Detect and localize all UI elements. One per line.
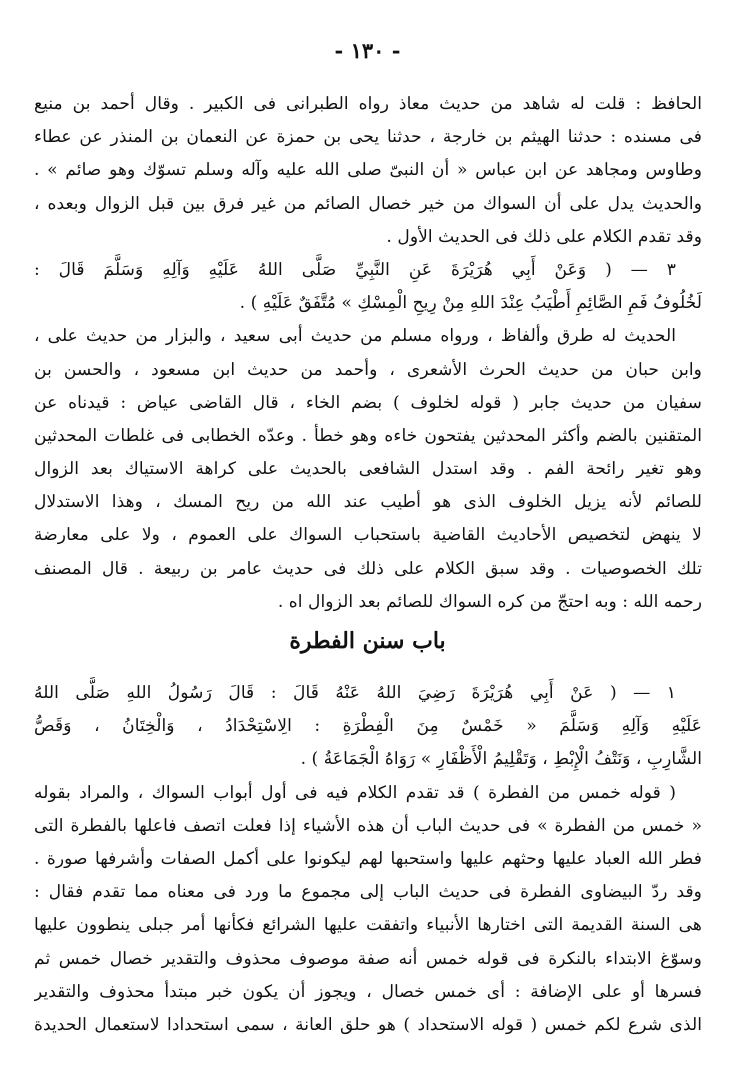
text-line: ٣ — ( وَعَنْ أَبِي هُرَيْرَةَ عَنِ النَّبِيِّ صَلَّى اللهُ عَلَيْهِ وَآلِهِ وَسَلَّمَ قَالَ : bbox=[34, 259, 676, 280]
text-line: وقد ردّ البيضاوى الفطرة فى حديث الباب إلى مجموع ما ورد فى معناه مما تقدم فقال : bbox=[34, 882, 702, 903]
text-line: فسرها أو على الإضافة : أى خمس خصال ، ويجوز أن يكون خبر مبتدأ محذوف والتقدير bbox=[34, 981, 702, 1002]
text-line: فطر الله العباد عليها وحثهم عليها واستحبها لهم ليكونوا على أكمل الصفات وأشرفها صورة . bbox=[34, 848, 702, 869]
text-line: وابن حبان من حديث الحرث الأشعرى ، وأحمد من حديث ابن مسعود ، والحسن بن bbox=[34, 359, 702, 380]
text-line: للصائم لأنه يزيل الخلوف الذى هو أطيب عند الله من ريح المسك ، وهذا الاستدلال bbox=[34, 492, 702, 513]
text-line: فى مسنده : حدثنا الهيثم بن خارجة ، حدثنا يحى بن حمزة عن النعمان بن المنذر عن عطاء bbox=[34, 127, 702, 148]
text-line: ١ — ( عَنْ أَبِي هُرَيْرَةَ رَضِيَ اللهُ عَنْهُ قَالَ : قَالَ رَسُولُ اللهِ صَلَّى اللهُ bbox=[34, 683, 676, 703]
text-line: تلك الخصوصيات . وقد سبق الكلام على ذلك فى حديث عامر بن ربيعة . قال المصنف bbox=[34, 558, 702, 579]
text-line: الحديث له طرق وألفاظ ، ورواه مسلم من حديث أبى سعيد ، والبزار من حديث على ، bbox=[34, 326, 676, 347]
body-text-block-2 bbox=[34, 677, 702, 1042]
section-title: باب سنن الفطرة bbox=[289, 628, 446, 654]
text-line: هى السنة القديمة التى اختارها الأنبياء واتفقت عليها الشرائع فكأنها أمر جبلى ينطوون عليها bbox=[34, 915, 702, 936]
text-line: وهو تغير رائحة الفم . وقد استدل الشافعى بالحديث على كراهة الاستياك بعد الزوال bbox=[34, 459, 702, 480]
text-line: وسوّغ الابتداء بالنكرة فى قوله خمس أنه صفة موصوف محذوف والتقدير خصال خمس ثم bbox=[34, 948, 702, 969]
text-line: ( قوله خمس من الفطرة ) قد تقدم الكلام فيه فى أول أبواب السواك ، والمراد بقوله bbox=[34, 782, 676, 803]
text-line: سفيان من حديث جابر ( قوله لخلوف ) بضم الخاء ، قال القاضى عياض : قيدناه عن bbox=[34, 392, 702, 413]
text-line: والحديث يدل على أن السواك من خير خصال الصائم من غير فرق بين قبل الزوال وبعده ، bbox=[34, 193, 702, 214]
text-line: الحافظ : قلت له شاهد من حديث معاذ رواه الطبرانى فى الكبير . وقال أحمد بن منيع bbox=[34, 94, 702, 114]
text-line: رحمه الله : وبه احتجّ من كره السواك للصائم بعد الزوال اه . bbox=[277, 591, 702, 612]
text-line: المتقنين بالضم وأكثر المحدثين يفتحون خاءه وهو خطأ . وعدّه الخطابى فى غلطات المحدثين bbox=[34, 425, 702, 446]
body-text-block-1 bbox=[34, 88, 702, 619]
text-line: الشَّارِبِ ، وَنَتْفُ الْإِبْطِ ، وَتَقْلِيمُ الْأَظْفَارِ » رَوَاهُ الْجَمَاعَةُ ) . bbox=[300, 749, 702, 770]
page-number: - ١٣٠ - bbox=[334, 38, 401, 63]
text-line: وقد تقدم الكلام على ذلك فى الحديث الأول . bbox=[386, 226, 702, 247]
text-line: لا ينهض لتخصيص الأحاديث القاضية باستحباب السواك على العموم ، ولا على معارضة bbox=[34, 525, 702, 546]
text-line: « خمس من الفطرة » فى حديث الباب أن هذه الأشياء إذا فعلت اتصف فاعلها بالفطرة التى bbox=[34, 815, 702, 836]
text-line: الذى شرع لكم خمس ( قوله الاستحداد ) هو حلق العانة ، سمى استحدادا لاستعمال الحديدة bbox=[34, 1014, 702, 1035]
text-line: لَخُلُوفُ فَمِ الصَّائِمِ أَطْيَبُ عِنْدَ اللهِ مِنْ رِيحِ الْمِسْكِ » مُتَّفَقٌ عَلَيْهِ ) . bbox=[239, 293, 702, 314]
text-line: عَلَيْهِ وَآلِهِ وَسَلَّمَ « خَمْسٌ مِنَ الْفِطْرَةِ : الِاسْتِحْدَادُ ، وَالْخِتَانُ ، وَقَصُّ bbox=[34, 716, 702, 737]
text-line: وطاوس ومجاهد عن ابن عباس « أن النبىّ صلى الله عليه وآله وسلم تسوّك وهو صائم » . bbox=[34, 160, 702, 181]
